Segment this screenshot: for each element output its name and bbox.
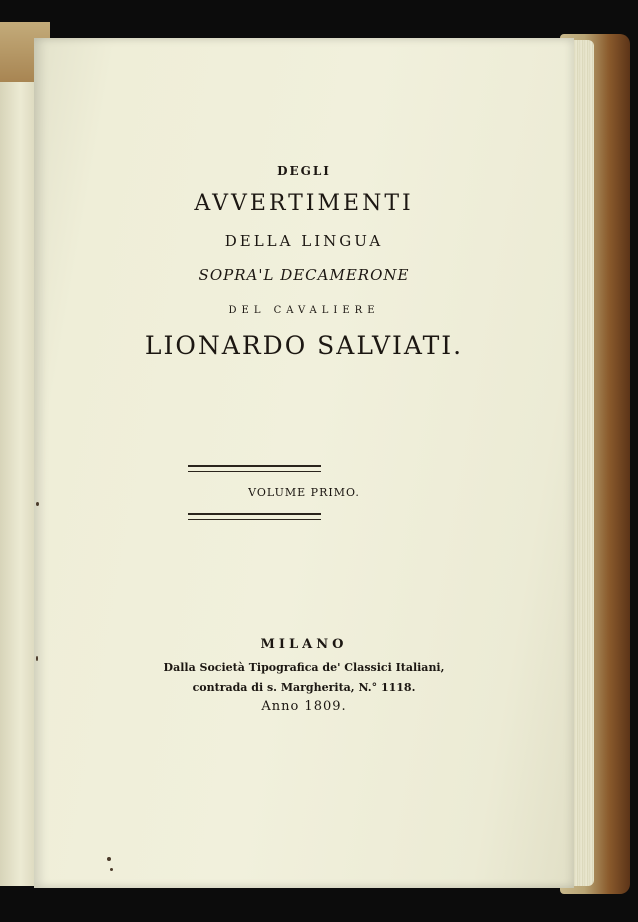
- title-degli: DEGLI: [277, 164, 331, 178]
- imprint-address: contrada di s. Margherita, N.° 1118.: [192, 681, 416, 694]
- speck: [110, 868, 113, 871]
- imprint-year: Anno 1809.: [261, 699, 347, 714]
- rule-bottom: [188, 513, 321, 520]
- volume-label: VOLUME PRIMO.: [248, 486, 360, 499]
- title-della-lingua: DELLA LINGUA: [224, 232, 384, 250]
- title-avvertimenti: AVVERTIMENTI: [194, 191, 414, 216]
- speck: [107, 857, 111, 861]
- speck: [36, 656, 38, 661]
- imprint-publisher: Dalla Società Tipografica de' Classici Italiani,: [163, 661, 445, 674]
- left-page-edge: [0, 38, 34, 886]
- imprint-city: MILANO: [260, 637, 348, 652]
- rule-top: [188, 465, 321, 472]
- speck: [36, 502, 39, 506]
- title-del-cavaliere: DEL CAVALIERE: [228, 305, 380, 316]
- author-name: LIONARDO SALVIATI.: [144, 331, 464, 360]
- title-sopra-decamerone: SOPRA'L DECAMERONE: [198, 266, 410, 284]
